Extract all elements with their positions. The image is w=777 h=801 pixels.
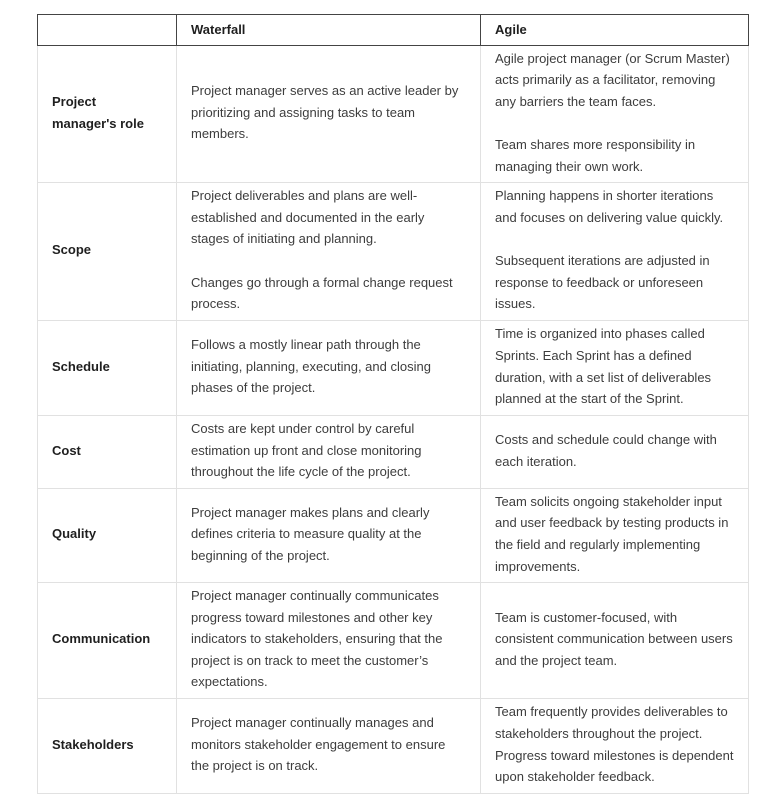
column-header-blank bbox=[38, 15, 177, 46]
row-label-role: Project manager's role bbox=[38, 46, 177, 183]
table-row bbox=[38, 699, 749, 794]
table-row bbox=[38, 46, 749, 183]
row-label-communication: Communication bbox=[38, 583, 177, 699]
agile-cell: Team solicits ongoing stakeholder input and user feedback by testing products in the field and regularly implementing improvements. bbox=[481, 489, 749, 583]
waterfall-cell: Project deliverables and plans are well-established and documented in the early stages of initiating and planning. Changes go through a formal change request process. bbox=[177, 183, 481, 321]
comparison-table bbox=[37, 14, 749, 794]
agile-cell: Team frequently provides deliverables to stakeholders throughout the project. Progress toward milestones is dependent upon stakeholder feedback. bbox=[481, 699, 749, 794]
agile-cell: Costs and schedule could change with each iteration. bbox=[481, 416, 749, 489]
table-row bbox=[38, 583, 749, 699]
waterfall-cell: Project manager continually manages and monitors stakeholder engagement to ensure the project is on track. bbox=[177, 699, 481, 794]
agile-cell: Planning happens in shorter iterations and focuses on delivering value quickly. Subsequent iterations are adjusted in response to feedback or unforeseen issues. bbox=[481, 183, 749, 321]
table-row bbox=[38, 489, 749, 583]
waterfall-cell: Follows a mostly linear path through the initiating, planning, executing, and closing phases of the project. bbox=[177, 321, 481, 416]
table-header-row bbox=[38, 15, 749, 46]
waterfall-cell: Costs are kept under control by careful estimation up front and close monitoring throughout the life cycle of the project. bbox=[177, 416, 481, 489]
table-row bbox=[38, 416, 749, 489]
waterfall-cell: Project manager serves as an active leader by prioritizing and assigning tasks to team members. bbox=[177, 46, 481, 183]
waterfall-cell: Project manager continually communicates progress toward milestones and other key indicators to stakeholders, ensuring that the project is on track to meet the customer’s expectations. bbox=[177, 583, 481, 699]
agile-cell: Agile project manager (or Scrum Master) acts primarily as a facilitator, removing any barriers the team faces. Team shares more responsibility in managing their own work. bbox=[481, 46, 749, 183]
column-header-agile: Agile bbox=[481, 15, 749, 46]
row-label-scope: Scope bbox=[38, 183, 177, 321]
table-row bbox=[38, 183, 749, 321]
waterfall-cell: Project manager makes plans and clearly defines criteria to measure quality at the beginning of the project. bbox=[177, 489, 481, 583]
agile-cell: Time is organized into phases called Sprints. Each Sprint has a defined duration, with a set list of deliverables planned at the start of the Sprint. bbox=[481, 321, 749, 416]
column-header-waterfall: Waterfall bbox=[177, 15, 481, 46]
row-label-schedule: Schedule bbox=[38, 321, 177, 416]
table-row bbox=[38, 321, 749, 416]
row-label-stakeholders: Stakeholders bbox=[38, 699, 177, 794]
agile-cell: Team is customer-focused, with consistent communication between users and the project team. bbox=[481, 583, 749, 699]
row-label-quality: Quality bbox=[38, 489, 177, 583]
row-label-cost: Cost bbox=[38, 416, 177, 489]
